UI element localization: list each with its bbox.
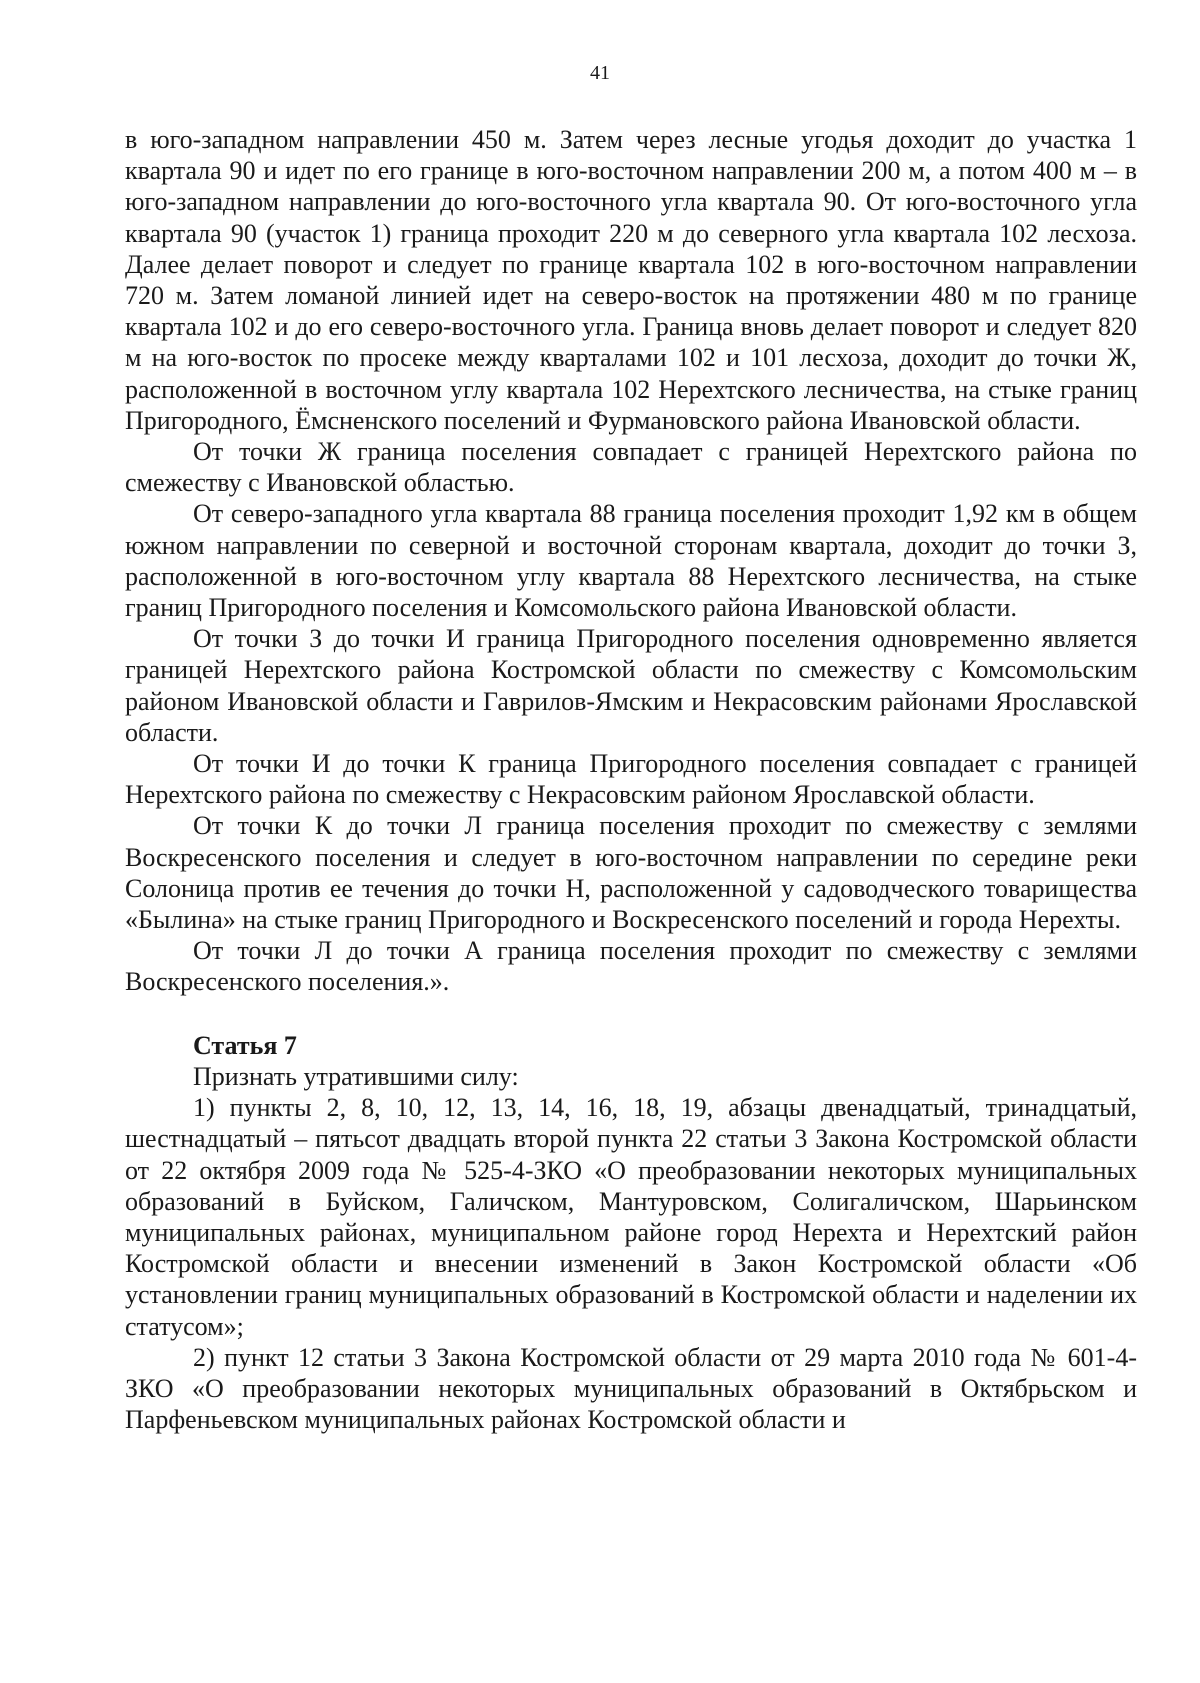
article-preamble: Признать утратившими силу: [193,1061,519,1091]
article-item: 1) пункты 2, 8, 10, 12, 13, 14, 16, 18, 19, абзацы двенадцатый, тринадцатый, шестнадцатый – пятьсот двадцать второй пункта 22 статьи 3 Закона Костромской области от 22 октября 2009 года № 525-4-ЗКО «О преобразовании некоторых муниципальных образований в Буйском, Галичском, Мантуровском, Солигаличском, Шарьинском муниципальных районах, муниципальном районе город Нерехта и Нерехтский район Костромской области и внесении изменений в Закон Костромской области «Об установлении границ муниципальных образований в Костромской области и наделении их статусом»; [125,1093,1137,1341]
paragraph: От точки И до точки К граница Пригородного поселения совпадает с границей Нерехтского района по смежеству с Некрасовским районом Ярославской области. [125,749,1137,810]
paragraph: От точки К до точки Л граница поселения проходит по смежеству с землями Воскресенского поселения и следует в юго-восточном направлении по середине реки Солоница против ее течения до точки Н, расположенной у садоводческого товарищества «Былина» на стыке границ Пригородного и Воскресенского поселений и города Нерехты. [125,811,1137,935]
paragraph: От точки Л до точки А граница поселения проходит по смежеству с землями Воскресенского поселения.». [125,936,1137,997]
article-heading: Статья 7 [193,1030,297,1060]
paragraph: От точки Ж граница поселения совпадает с границей Нерехтского района по смежеству с Ивановской областью. [125,437,1137,498]
paragraph: От северо-западного угла квартала 88 граница поселения проходит 1,92 км в общем южном направлении по северной и восточной сторонам квартала, доходит до точки З, расположенной в юго-восточном углу квартала 88 Нерехтского лесничества, на стыке границ Пригородного поселения и Комсомольского района Ивановской области. [125,499,1137,623]
page-number: 41 [590,62,610,84]
paragraph: От точки З до точки И граница Пригородного поселения одновременно является границей Нерехтского района Костромской области по смежеству с Комсомольским районом Ивановской области и Гаврилов-Ямским и Некрасовским районами Ярославской области. [125,624,1137,747]
paragraph-continuation: в юго-западном направлении 450 м. Затем через лесные угодья доходит до участка 1 квартала 90 и идет по его границе в юго-восточном направлении 200 м, а потом 400 м – в юго-западном направлении до юго-восточного угла квартала 90. От юго-восточного угла квартала 90 (участок 1) граница проходит 220 м до северного угла квартала 102 лесхоза. Далее делает поворот и следует по границе квартала 102 в юго-восточном направлении 720 м. Затем ломаной линией идет на северо-восток на протяжении 480 м по границе квартала 102 и до его северо-восточного угла. Граница вновь делает поворот и следует 820 м на юго-восток по просеке между кварталами 102 и 101 лесхоза, доходит до точки Ж, расположенной в восточном углу квартала 102 Нерехтского лесничества, на стыке границ Пригородного, Ёмсненского поселений и Фурмановского района Ивановской области. [125,125,1137,435]
article-item: 2) пункт 12 статьи 3 Закона Костромской области от 29 марта 2010 года № 601-4-ЗКО «О преобразовании некоторых муниципальных образований в Октябрьском и Парфеньевском муниципальных районах Костромской области и [125,1342,1137,1435]
document-body [125,124,1137,1435]
